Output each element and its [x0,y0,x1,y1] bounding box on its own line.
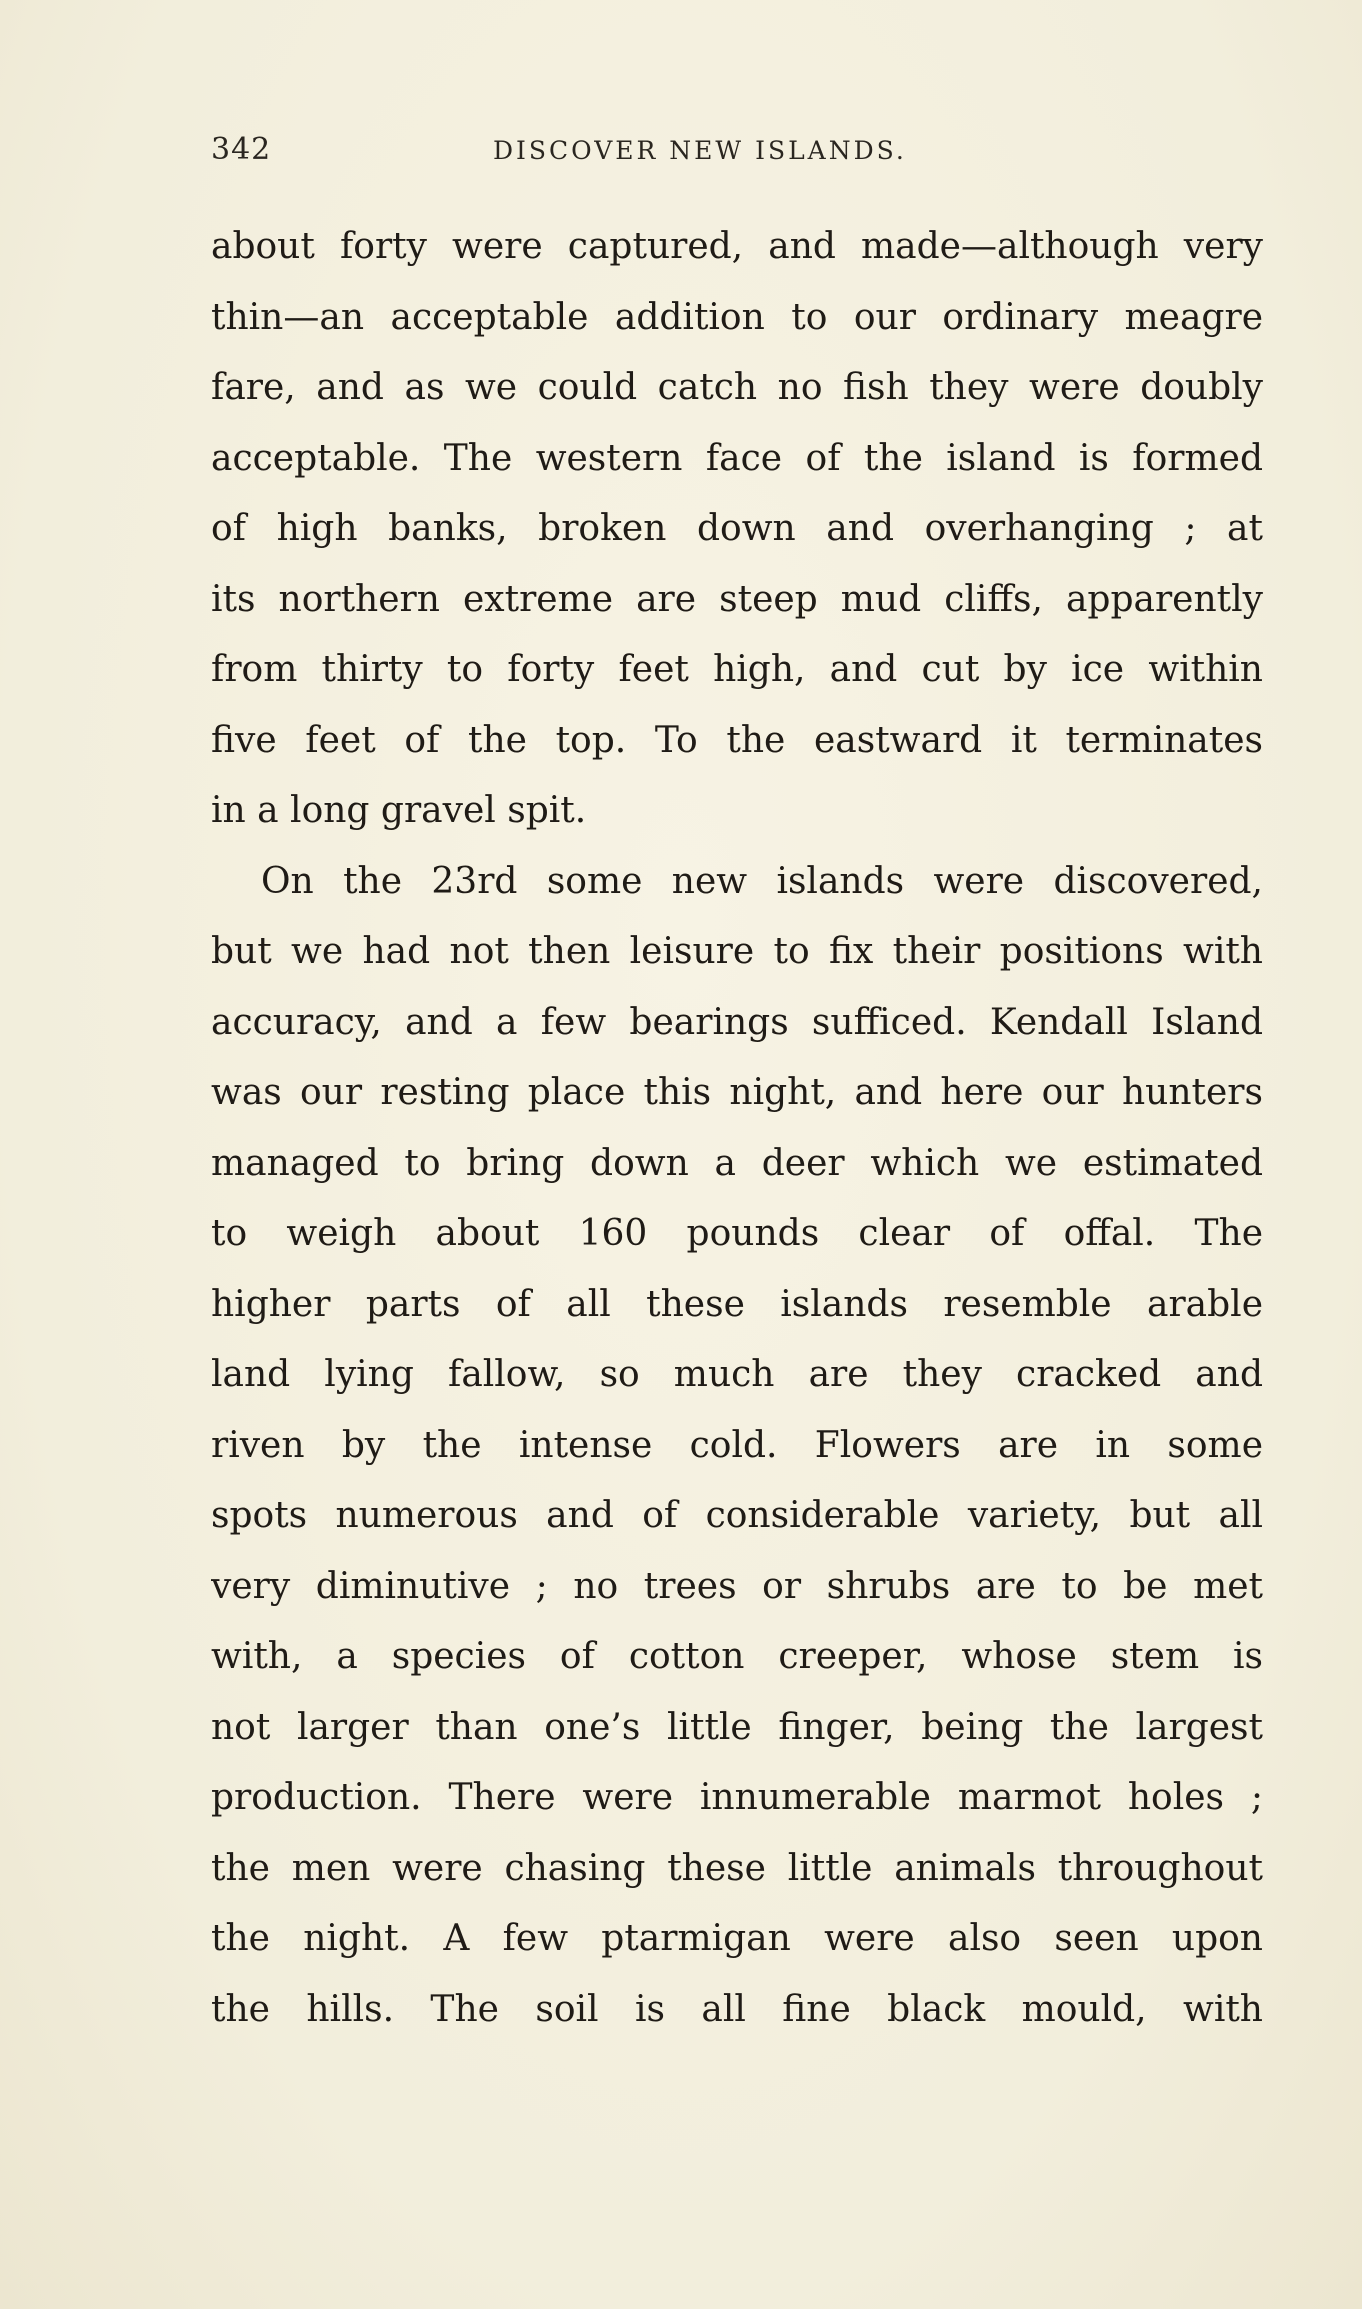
text-line: the hills. The soil is all fine black mould, with [211,1988,1263,2030]
running-head: DISCOVER NEW ISLANDS. [493,136,907,165]
page-header [211,132,1261,172]
paragraph-start-line: On the 23rd some new islands were discovered, [261,860,1263,902]
text-line: riven by the intense cold. Flowers are in some [211,1424,1263,1466]
text-line: managed to bring down a deer which we estimated [211,1142,1263,1184]
body-text [211,212,1263,2045]
text-line: higher parts of all these islands resemble arable [211,1283,1263,1325]
text-line: acceptable. The western face of the island is formed [211,437,1263,479]
text-line: its northern extreme are steep mud cliffs, apparently [211,578,1263,620]
page-number: 342 [211,132,272,167]
paragraph-end-line: in a long gravel spit. [211,790,587,831]
text-line: thin—an acceptable addition to our ordinary meagre [211,296,1263,338]
text-line: five feet of the top. To the eastward it terminates [211,719,1263,761]
text-line: very diminutive ; no trees or shrubs are to be met [211,1565,1263,1607]
text-line: the men were chasing these little animals throughout [211,1847,1263,1889]
text-line: spots numerous and of considerable variety, but all [211,1495,1263,1536]
text-line: accuracy, and a few bearings sufficed. Kendall Island [211,1001,1263,1043]
text-line: but we had not then leisure to fix their positions with [211,931,1263,972]
text-line: was our resting place this night, and here our hunters [211,1072,1263,1113]
text-line: about forty were captured, and made—although very [211,226,1263,267]
text-line: to weigh about 160 pounds clear of offal. The [211,1213,1263,1254]
text-line: from thirty to forty feet high, and cut by ice within [211,649,1263,690]
text-line: not larger than one’s little finger, being the largest [211,1706,1263,1748]
text-line: land lying fallow, so much are they cracked and [211,1354,1263,1395]
text-line: production. There were innumerable marmot holes ; [211,1777,1263,1818]
text-line: of high banks, broken down and overhanging ; at [211,508,1263,549]
text-line: the night. A few ptarmigan were also seen upon [211,1918,1263,1959]
text-line: fare, and as we could catch no fish they were doubly [211,367,1263,408]
text-line: with, a species of cotton creeper, whose stem is [211,1636,1263,1677]
